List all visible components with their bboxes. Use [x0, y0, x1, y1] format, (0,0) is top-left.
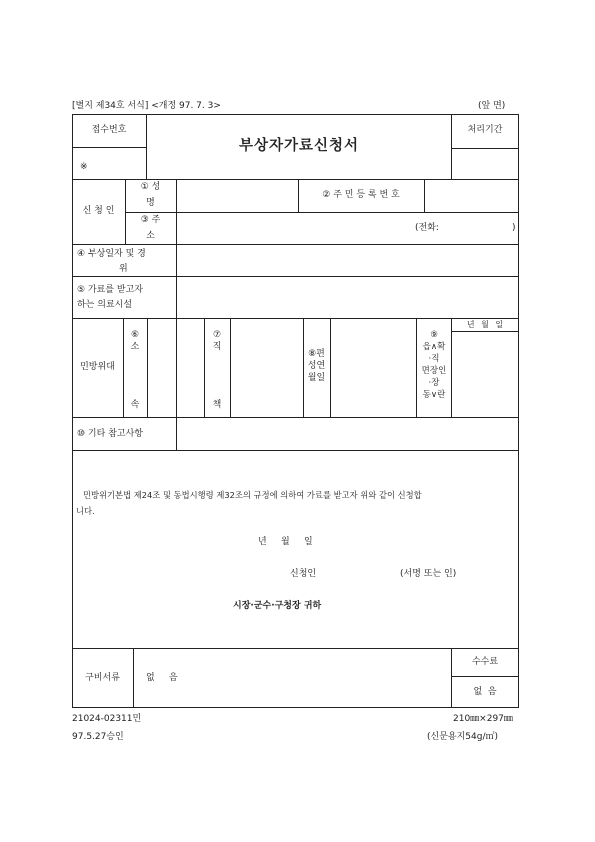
confirmation-date-label: 년 월 일 [466, 320, 504, 329]
name-label: ① 성 [140, 182, 161, 192]
position-label-bottom: 책 [212, 400, 222, 410]
name-field[interactable] [177, 180, 297, 211]
civil-defense-label: 민방위대 [80, 362, 115, 372]
medical-facility-field[interactable] [177, 277, 518, 317]
position-label: ⑦ 직 [212, 330, 222, 352]
injury-field[interactable] [177, 245, 518, 275]
processing-period-field[interactable] [452, 149, 518, 178]
applicant-sign-label: 신청인 [290, 569, 317, 579]
form-number: [별지 제34호 서식] <개정 97. 7. 3> [72, 101, 221, 111]
address-field[interactable] [177, 213, 407, 243]
signature-label: (서명 또는 인) [400, 569, 457, 579]
receipt-note-mark: ※ [80, 162, 88, 172]
organized-date-field[interactable] [331, 319, 415, 416]
organized-date-label: ⑧편 성연 월일 [307, 349, 326, 383]
page-side: (앞 면) [478, 101, 506, 111]
medical-facility-label: ⑤ 가료를 받고자 [77, 285, 143, 295]
recipient-line: 시장·군수·구청장 귀하 [233, 601, 322, 611]
affiliation-label-bottom: 속 [130, 400, 140, 410]
injury-label-cont: 위 [119, 264, 128, 274]
resident-number-field[interactable] [425, 180, 518, 211]
medical-facility-label-cont: 하는 의료시설 [77, 300, 133, 310]
declaration-text: 민방위기본법 제24조 및 동법시행령 제32조의 규정에 의하여 가료를 받고자 위와 같이 신청합 [83, 490, 422, 500]
phone-label: (전화: [415, 223, 439, 233]
attachments-value: 없 음 [146, 673, 178, 683]
injury-label: ④ 부상일자 및 경 [77, 249, 146, 259]
phone-close: ) [512, 223, 516, 233]
receipt-number-label: 접수번호 [91, 125, 127, 135]
processing-period-label: 처리기간 [467, 125, 503, 135]
applicant-section-label: 신 청 인 [82, 206, 115, 216]
phone-field[interactable] [446, 219, 510, 237]
paper-type: (신문용지54g/㎡) [427, 732, 498, 742]
address-label-cont: 소 [146, 231, 155, 241]
confirmation-field[interactable] [452, 332, 518, 416]
address-label: ③ 주 [140, 215, 161, 225]
declaration-date: 년 월 일 [258, 537, 313, 547]
applicant-sign-field[interactable] [325, 564, 393, 582]
position-field[interactable] [231, 319, 302, 416]
affiliation-label: ⑥ 소 [130, 330, 140, 352]
declaration-text-cont: 니다. [76, 506, 95, 516]
form-title: 부상자가료신청서 [238, 138, 360, 154]
approval-date: 97.5.27승인 [72, 732, 124, 742]
resident-number-label: ② 주 민 등 록 번 호 [322, 190, 400, 200]
paper-size: 210㎜×297㎜ [453, 714, 513, 724]
affiliation-field[interactable] [148, 319, 203, 416]
attachments-label: 구비서류 [85, 673, 120, 683]
fee-label: 수수료 [471, 657, 499, 667]
confirmation-label: ⑨ 읍∧확 ·직 면장인 ·장 동∨란 [421, 330, 447, 400]
fee-value: 없 음 [473, 687, 497, 697]
other-notes-field[interactable] [177, 418, 518, 449]
other-notes-label: ⑩ 기타 참고사항 [77, 429, 143, 439]
form-code: 21024-02311민 [72, 714, 142, 724]
name-label-cont: 명 [146, 198, 155, 208]
